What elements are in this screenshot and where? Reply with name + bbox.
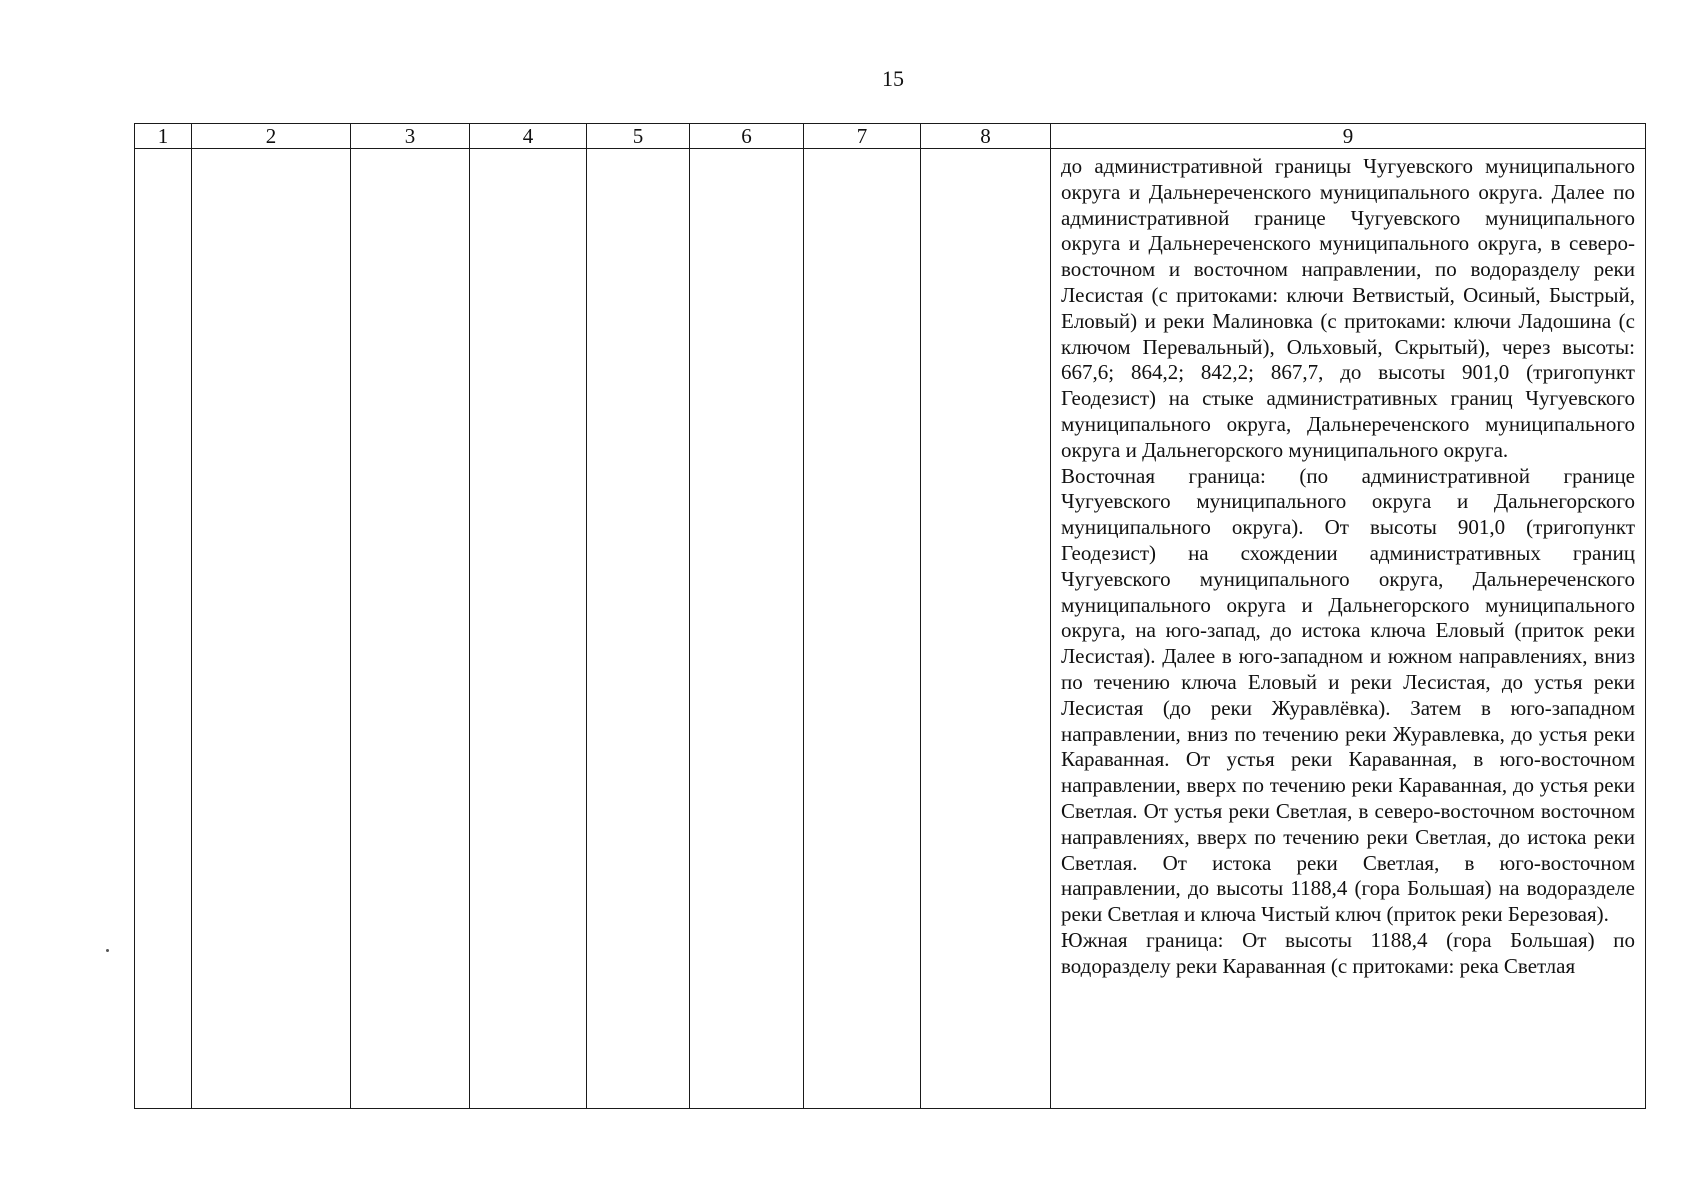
column-header-4: 4 bbox=[470, 124, 587, 149]
cell-column-7 bbox=[804, 149, 921, 1109]
column-header-6: 6 bbox=[690, 124, 804, 149]
boundary-paragraph-southern: Южная граница: От высоты 1188,4 (гора Большая) по водоразделу реки Караванная (с притоками: река Светлая bbox=[1061, 927, 1635, 978]
table-header-row bbox=[135, 124, 1646, 149]
cell-column-1 bbox=[135, 149, 192, 1109]
column-header-2: 2 bbox=[192, 124, 351, 149]
column-header-7: 7 bbox=[804, 124, 921, 149]
boundary-paragraph-northern-continuation: до административной границы Чугуевского муниципального округа и Дальнереченского муниципального округа. Далее по административной границе Чугуевского муниципального округа и Дальнереченского муниципального округа, в северо-восточном и восточном направлении, по водоразделу реки Лесистая (с притоками: ключи Ветвистый, Осиный, Быстрый, Еловый) и реки Малиновка (с притоками: ключи Ладошина (с ключом Перевальный), Ольховый, Скрытый), через высоты: 667,6; 864,2; 842,2; 867,7, до высоты 901,0 (тригопункт Геодезист) на стыке административных границ Чугуевского муниципального округа, Дальнереченского муниципального округа и Дальнегорского муниципального округа. bbox=[1061, 154, 1635, 462]
column-header-8: 8 bbox=[921, 124, 1051, 149]
boundary-description-table bbox=[134, 123, 1646, 1109]
cell-column-5 bbox=[587, 149, 690, 1109]
cell-column-9-boundary-description bbox=[1051, 149, 1646, 1109]
scan-speck bbox=[106, 949, 109, 952]
page-number: 15 bbox=[882, 66, 904, 91]
cell-column-2 bbox=[192, 149, 351, 1109]
cell-column-4 bbox=[470, 149, 587, 1109]
boundary-paragraph-eastern: Восточная граница: (по административной границе Чугуевского муниципального округа и Дальнегорского муниципального округа). От высоты 901,0 (тригопункт Геодезист) на схождении административных границ Чугуевского муниципального округа, Дальнереченского муниципального округа и Дальнегорского муниципального округа, на юго-запад, до истока ключа Еловый (приток реки Лесистая). Далее в юго-западном и южном направлениях, вниз по течению ключа Еловый и реки Лесистая, до устья реки Лесистая (до реки Журавлёвка). Затем в юго-западном направлении, вниз по течению реки Журавлевка, до устья реки Караванная. От устья реки Караванная, в юго-восточном направлении, вверх по течению реки Караванная, до устья реки Светлая. От устья реки Светлая, в северо-восточном восточном направлениях, вверх по течению реки Светлая, до истока реки Светлая. От истока реки Светлая, в юго-восточном направлении, до высоты 1188,4 (гора Большая) на водоразделе реки Светлая и ключа Чистый ключ (приток реки Березовая). bbox=[1061, 463, 1635, 927]
cell-column-3 bbox=[351, 149, 470, 1109]
cell-column-8 bbox=[921, 149, 1051, 1109]
column-header-3: 3 bbox=[351, 124, 470, 149]
column-header-5: 5 bbox=[587, 124, 690, 149]
column-header-9: 9 bbox=[1051, 124, 1646, 149]
table-row bbox=[135, 149, 1646, 1109]
cell-column-6 bbox=[690, 149, 804, 1109]
column-header-1: 1 bbox=[135, 124, 192, 149]
